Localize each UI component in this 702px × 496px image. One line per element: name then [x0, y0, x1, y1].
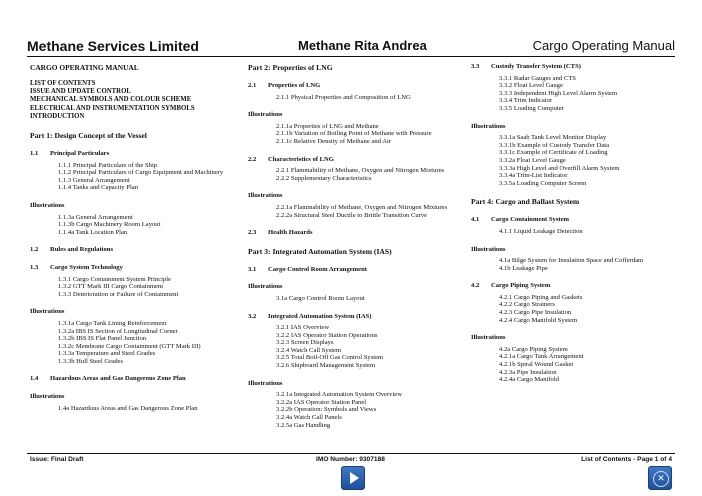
list-item[interactable]: 1.3.2 GTT Mark III Cargo Containment — [58, 283, 164, 291]
section-1-4[interactable] — [30, 375, 242, 383]
list-item[interactable]: 2.2.1a Flammability of Methane, Oxygen and Nitrogen Mixtures — [276, 203, 448, 211]
intro-item[interactable]: ISSUE AND UPDATE CONTROL — [30, 88, 131, 96]
section-number: 3.1 — [248, 265, 257, 273]
list-item[interactable]: 3.3.2a Float Level Gauge — [499, 156, 566, 164]
section-items — [30, 162, 242, 192]
illustration-items — [248, 123, 462, 146]
list-item[interactable]: 3.2.6 Shipboard Management System — [276, 362, 376, 370]
section-title: Hazardous Areas and Gas Dangerous Zone Plan — [50, 375, 186, 383]
manual-heading: CARGO OPERATING MANUAL — [30, 63, 139, 72]
list-item[interactable]: 3.3.1 Radar Gauges and CTS — [499, 74, 576, 82]
section-number: 1.1 — [30, 150, 39, 158]
contents-column-2 — [248, 63, 462, 429]
section-number: 4.1 — [471, 216, 480, 224]
section-title: Cargo System Technology — [50, 263, 123, 271]
list-item[interactable]: 3.1a Cargo Control Room Layout — [276, 294, 365, 302]
section-items — [30, 276, 242, 299]
illustrations-label: Illustrations — [248, 192, 283, 200]
illustration-items — [471, 134, 676, 187]
contents-column-1 — [30, 63, 242, 412]
list-item[interactable]: 4.2.1b Spiral Wound Gasket — [499, 361, 574, 369]
list-item[interactable]: 2.2.2 Supplementary Characteristics — [276, 174, 372, 182]
list-item[interactable]: 3.2.4a Watch Call Panels — [276, 414, 342, 422]
part-1-title[interactable]: Part 1: Design Concept of the Vessel — [30, 131, 147, 141]
list-item[interactable]: 1.3.1 Cargo Containment System Principle — [58, 275, 172, 283]
intro-item[interactable]: ELECTRICAL AND INSTRUMENTATION SYMBOLS — [30, 104, 195, 112]
list-item[interactable]: 2.1.1a Properties of LNG and Methane — [276, 122, 379, 130]
intro-item[interactable]: MECHANICAL SYMBOLS AND COLOUR SCHEME — [30, 96, 192, 104]
list-item[interactable]: 3.3.3a High Level and Overfill Alarm System — [499, 164, 620, 172]
illustrations-label: Illustrations — [248, 379, 283, 387]
list-item[interactable]: 1.3.3b Hull Steel Grades — [58, 357, 124, 365]
section-2-1[interactable] — [248, 82, 462, 90]
section-title: Principal Particulars — [50, 150, 110, 158]
section-number: 3.3 — [471, 63, 480, 70]
list-item[interactable]: 1.1.1 Principal Particulars of the Ship — [58, 161, 158, 169]
list-item[interactable]: 4.2.2 Cargo Strainers — [499, 301, 555, 309]
section-2-3[interactable] — [248, 229, 462, 237]
illustration-items — [471, 346, 676, 384]
ship-name: Methane Rita Andrea — [298, 38, 427, 53]
list-item[interactable]: 1.3.2a IBS IS Section of Longitudinal Corner — [58, 327, 178, 335]
list-item[interactable]: 1.3.3a Temperature and Steel Grades — [58, 350, 156, 358]
section-title: Properties of LNG — [268, 82, 321, 89]
list-item[interactable]: 3.2.1 IAS Overview — [276, 324, 330, 332]
intro-list — [30, 80, 242, 121]
list-item[interactable]: 3.3.1c Example of Certificate of Loading — [499, 149, 608, 157]
list-item[interactable]: 4.1a Bilge System for Insulation Space and Cofferdam — [499, 257, 644, 265]
close-icon: ✕ — [653, 471, 669, 487]
section-title: Custody Transfer System (CTS) — [491, 63, 581, 70]
illustrations-label: Illustrations — [30, 201, 65, 209]
list-item[interactable]: 3.3.5 Loading Computer — [499, 104, 564, 112]
section-title: Characteristics of LNG — [268, 155, 334, 163]
illustration-items — [248, 391, 462, 429]
illustration-items — [248, 204, 462, 219]
section-number: 1.2 — [30, 246, 39, 254]
close-button[interactable] — [648, 466, 672, 490]
section-1-3[interactable] — [30, 264, 242, 272]
illustration-items — [30, 405, 242, 413]
contents-column-3 — [471, 63, 676, 384]
list-item[interactable]: 3.2.5 Total Boil-Off Gas Control System — [276, 354, 384, 362]
list-item[interactable]: 4.2.1a Cargo Tank Arrangement — [499, 353, 584, 361]
section-number: 3.2 — [248, 312, 257, 320]
manual-title: Cargo Operating Manual — [532, 38, 675, 53]
illustrations-label: Illustrations — [30, 393, 65, 401]
section-title: Health Hazards — [268, 229, 313, 237]
section-items — [248, 324, 462, 370]
section-1-2[interactable] — [30, 246, 242, 254]
illustrations-label: Illustrations — [30, 308, 65, 316]
illustrations-label: Illustrations — [248, 111, 283, 119]
list-item[interactable]: 1.1.2 Principal Particulars of Cargo Equipment and Machinery — [58, 169, 224, 177]
list-item[interactable]: 3.3.4 Trim Indicator — [499, 97, 553, 105]
list-item[interactable]: 3.3.4a Trim-List Indicator — [499, 172, 568, 180]
list-item[interactable]: 1.3.2c Membrane Cargo Containment (GTT Mark III) — [58, 342, 201, 350]
list-item[interactable]: 3.2.1a Integrated Automation System Overview — [276, 391, 402, 399]
list-item[interactable]: 3.2.2 IAS Operator Station Operations — [276, 331, 378, 339]
section-4-2[interactable] — [471, 282, 676, 290]
issue-label: Issue: Final Draft — [30, 456, 84, 463]
list-item[interactable]: 2.1.1 Physical Properties and Composition of LNG — [276, 93, 411, 101]
list-item[interactable]: 2.2.1 Flammability of Methane, Oxygen and Nitrogen Mixtures — [276, 167, 445, 175]
list-item[interactable]: 4.1b Leakage Pipe — [499, 264, 548, 272]
section-items — [471, 294, 676, 324]
list-item[interactable]: 4.1.1 Liquid Leakage Detection — [499, 227, 583, 235]
section-number: 4.2 — [471, 282, 480, 290]
list-item[interactable]: 1.1.4 Tanks and Capacity Plan — [58, 184, 138, 192]
list-item[interactable]: 4.2.3 Cargo Pipe Insulation — [499, 309, 572, 317]
section-1-1[interactable] — [30, 150, 242, 158]
list-item[interactable]: 3.2.2a IAS Operator Station Panel — [276, 398, 367, 406]
section-number: 1.4 — [30, 375, 39, 383]
list-item[interactable]: 3.3.1b Example of Custody Transfer Data — [499, 141, 610, 149]
section-title: Cargo Containment System — [491, 216, 570, 224]
part-4-title[interactable]: Part 4: Cargo and Ballast System — [471, 197, 580, 207]
list-item[interactable]: 4.2.3a Pipe Insulation — [499, 368, 557, 376]
section-items — [248, 94, 462, 102]
list-item[interactable]: 3.2.2b Operation: Symbols and Views — [276, 406, 377, 414]
section-title: Integrated Automation System (IAS) — [268, 312, 372, 320]
illustration-items — [471, 257, 676, 272]
illustrations-label: Illustrations — [248, 283, 283, 291]
section-items — [248, 167, 462, 182]
illustrations-label: Illustrations — [471, 245, 506, 253]
play-arrow-icon — [350, 472, 359, 484]
section-items — [471, 75, 676, 113]
list-item[interactable]: 3.3.1a Saab Tank Level Monitor Display — [499, 134, 607, 142]
section-3-3[interactable] — [471, 63, 676, 71]
list-item[interactable]: 2.1.1b Variation of Boiling Point of Methane with Pressure — [276, 130, 432, 138]
imo-number: IMO Number: 9307188 — [316, 456, 385, 463]
list-item[interactable]: 4.2.4 Cargo Manifold System — [499, 316, 578, 324]
illustrations-label: Illustrations — [471, 334, 506, 342]
section-title: Cargo Piping System — [491, 282, 551, 290]
list-item[interactable]: 4.2a Cargo Piping System — [499, 345, 568, 353]
company-name: Methane Services Limited — [27, 38, 199, 54]
list-item[interactable]: 4.2.4a Cargo Manifold — [499, 376, 559, 384]
list-item[interactable]: 3.2.5a Gas Handling — [276, 421, 331, 429]
section-3-1[interactable] — [248, 266, 462, 274]
list-item[interactable]: 3.3.5a Loading Computer Screen — [499, 179, 587, 187]
section-items — [471, 228, 676, 236]
list-item[interactable]: 2.1.1c Relative Density of Methane and Air — [276, 137, 391, 145]
list-item[interactable]: 1.3.1a Cargo Tank Lining Reinforcement — [58, 319, 167, 327]
next-page-button[interactable] — [341, 466, 365, 490]
intro-item[interactable]: INTRODUCTION — [30, 112, 85, 120]
section-number: 1.3 — [30, 263, 39, 271]
list-item[interactable]: 1.3.2b IBS IS Flat Panel Junction — [58, 335, 147, 343]
illustration-items — [30, 214, 242, 237]
section-number: 2.1 — [248, 82, 257, 89]
list-item[interactable]: 3.2.3 Screen Displays — [276, 339, 334, 347]
section-title: Rules and Regulations — [50, 246, 114, 254]
list-item[interactable]: 4.2.1 Cargo Piping and Gaskets — [499, 293, 583, 301]
list-item[interactable]: 2.2.2a Structural Steel Ductile to Brittle Transition Curve — [276, 211, 428, 219]
header-rule — [27, 56, 675, 57]
section-title: Cargo Control Room Arrangement — [268, 265, 367, 273]
section-2-2[interactable] — [248, 156, 462, 164]
list-item[interactable]: 1.3.3 Deterioration or Failure of Containment — [58, 290, 179, 298]
part-2-title[interactable]: Part 2: Properties of LNG — [248, 63, 333, 72]
illustration-items — [30, 320, 242, 366]
section-4-1[interactable] — [471, 216, 676, 224]
list-item[interactable]: 3.2.4 Watch Call System — [276, 346, 342, 354]
list-item[interactable]: 3.3.2 Float Level Gauge — [499, 82, 563, 90]
intro-item[interactable]: LIST OF CONTENTS — [30, 80, 96, 87]
illustrations-label: Illustrations — [471, 122, 506, 130]
section-number: 2.3 — [248, 229, 257, 237]
page-indicator: List of Contents - Page 1 of 4 — [581, 456, 672, 463]
list-item[interactable]: 1.1.3 General Arrangement — [58, 176, 130, 184]
footer-rule — [27, 453, 675, 454]
section-number: 2.2 — [248, 155, 257, 163]
list-item[interactable]: 1.1.3b Cargo Machinery Room Layout — [58, 221, 161, 229]
illustration-items — [248, 295, 462, 303]
list-item[interactable]: 1.1.3a General Arrangement — [58, 213, 133, 221]
section-3-2[interactable] — [248, 313, 462, 321]
part-3-title[interactable]: Part 3: Integrated Automation System (IAS) — [248, 246, 392, 256]
list-item[interactable]: 1.4a Hazardous Areas and Gas Dangerous Zone Plan — [58, 404, 198, 412]
list-item[interactable]: 1.1.4a Tank Location Plan — [58, 228, 128, 236]
list-item[interactable]: 3.3.3 Independent High Level Alarm System — [499, 89, 618, 97]
